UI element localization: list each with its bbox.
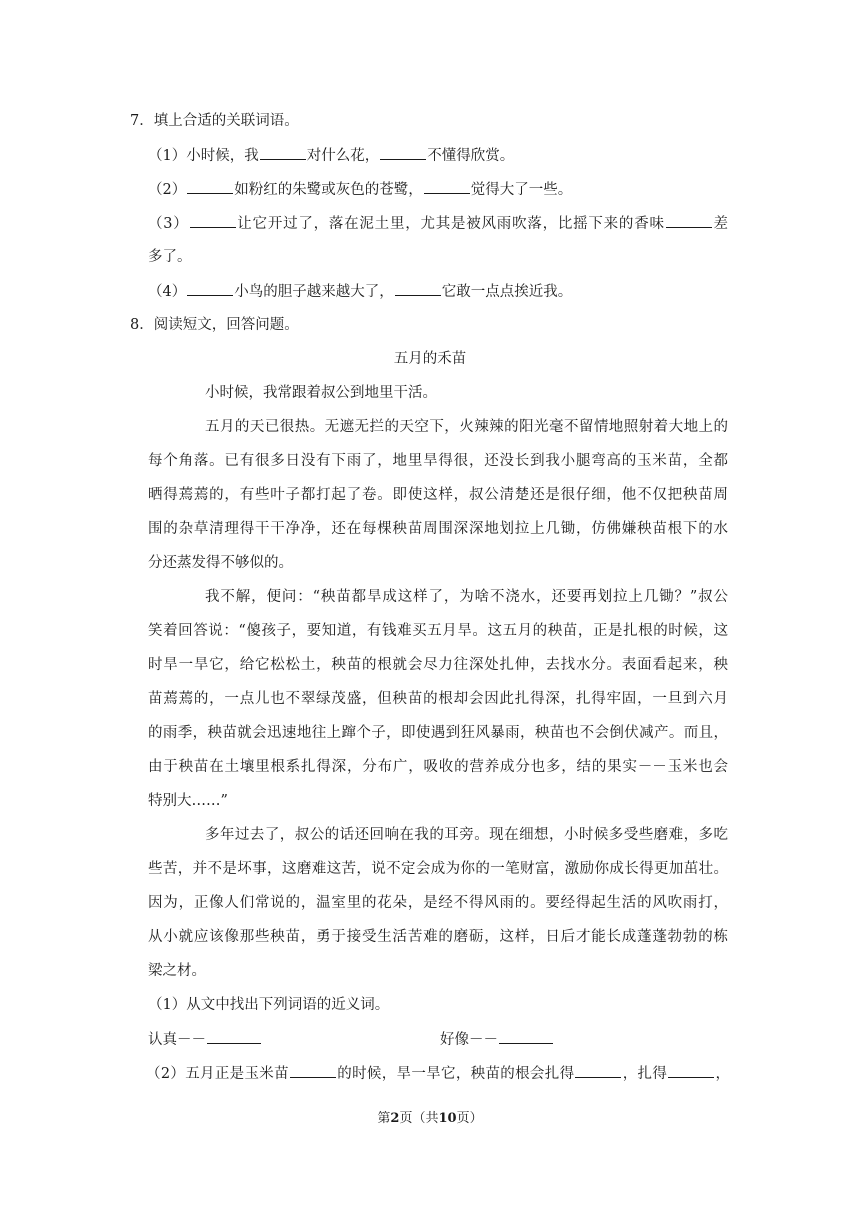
q7-item-1-num: （1）: [148, 148, 187, 164]
sub-question-2-text-d: ，: [715, 1066, 731, 1082]
fill-blank: [187, 281, 233, 296]
fill-blank: [187, 179, 233, 194]
footer-post: 页）: [456, 1111, 483, 1126]
essay-p3-line-1: 我不解，便问：“秧苗都旱成这样了，为啥不浇水，还要再划拉上几锄？”叔公: [205, 589, 728, 605]
q7-item-4-text-b: 小鸟的胆子越来越大了，: [234, 284, 394, 300]
footer-page-number: 2: [390, 1111, 400, 1126]
q7-item-2-num: （2）: [148, 182, 187, 198]
fill-blank: [260, 145, 306, 160]
essay-p2-line-1: 五月的天已很热。无遮无拦的天空下，火辣辣的阳光毫不留情地照射着大地上的: [205, 419, 728, 435]
fill-blank: [424, 179, 470, 194]
q7-item-4: [148, 281, 572, 302]
q7-item-2-text-c: 觉得大了一些。: [470, 182, 573, 198]
fill-blank: [395, 281, 441, 296]
question-8-title: 8．阅读短文，回答问题。: [130, 317, 299, 333]
sub-question-1: （1）从文中找出下列词语的近义词。: [148, 997, 390, 1013]
essay-p3-line-3: 时旱一旱它，给它松松土，秧苗的根就会尽力往深处扎伸，去找水分。表面看起来，秧: [148, 657, 728, 673]
question-7-title: 7．填上合适的关联词语。: [130, 113, 299, 129]
essay-p2-line-5: 分还蒸发得不够似的。: [148, 555, 293, 571]
sub-question-2-text-a: （2）五月正是玉米苗: [146, 1066, 289, 1082]
q7-item-3: [148, 213, 728, 234]
fill-blank: [290, 1063, 336, 1078]
essay-p2-line-3: 晒得蔫蔫的，有些叶子都打起了卷。即使这样，叔公清楚还是很仔细，他不仅把秧苗周: [148, 487, 728, 503]
essay-p3-line-2: 笑着回答说：“傻孩子，要知道，有钱难买五月旱。这五月的秧苗，正是扎根的时候，这: [148, 623, 728, 639]
essay-p2-line-4: 围的杂草清理得干干净净，还在每棵秧苗周围深深地划拉上几锄，仿佛嫌秧苗根下的水: [148, 521, 728, 537]
fill-blank: [666, 213, 712, 228]
q7-item-4-text-c: 它敢一点点挨近我。: [441, 284, 573, 300]
q7-item-4-num: （4）: [148, 284, 187, 300]
page-footer: [0, 1110, 860, 1128]
sub-question-2: [146, 1063, 730, 1084]
footer-total-pages: 10: [438, 1111, 457, 1126]
synonym-row-b: [440, 1029, 554, 1050]
q7-item-3-text-c: 差: [712, 216, 728, 232]
q7-item-2-text-b: 如粉红的朱鹭或灰色的苍鹭，: [234, 182, 423, 198]
essay-p4-line-4: 从小就应该像那些秧苗，勇于接受生活苦难的磨砺，这样，日后才能长成蓬蓬勃勃的栋: [148, 929, 728, 945]
essay-p4-line-2: 些苦，并不是坏事，这磨难这苦，说不定会成为你的一笔财富，激励你成长得更加茁壮。: [148, 861, 728, 877]
q7-item-3-text-b: 让它开过了，落在泥土里，尤其是被风雨吹落，比摇下来的香味: [236, 216, 665, 232]
footer-mid: 页（共: [399, 1111, 439, 1126]
essay-p4-line-1: 多年过去了，叔公的话还回响在我的耳旁。现在细想，小时候多受些磨难，多吃: [205, 827, 728, 843]
q7-item-1-text-a: 小时候，我: [186, 148, 259, 164]
essay-p3-line-6: 由于秧苗在土壤里根系扎得深，分布广，吸收的营养成分也多，结的果实－－玉米也会: [148, 759, 728, 775]
fill-blank: [499, 1029, 553, 1044]
q7-item-1-text-c: 不懂得欣赏。: [427, 148, 515, 164]
fill-blank: [380, 145, 426, 160]
sub-question-2-text-b: 的时候，旱一旱它，秧苗的根会扎得: [336, 1066, 575, 1082]
sub-question-2-text-c: ，扎得: [622, 1066, 668, 1082]
q7-item-2: [148, 179, 572, 200]
essay-p3-line-5: 的雨季，秧苗就会迅速地往上蹿个子，即使遇到狂风暴雨，秧苗也不会倒伏减产。而且，: [148, 725, 728, 741]
essay-p2-line-2: 每个角落。已有很多日没有下雨了，地里旱得很，还没长到我小腿弯高的玉米苗，全都: [148, 453, 728, 469]
fill-blank: [575, 1063, 621, 1078]
essay-paragraph-1: 小时候，我常跟着叔公到地里干活。: [205, 385, 437, 401]
fill-blank: [190, 213, 236, 228]
fill-blank: [668, 1063, 714, 1078]
essay-title: 五月的禾苗: [393, 351, 467, 367]
essay-p3-line-7: 特别大……”: [148, 793, 228, 809]
fill-blank: [207, 1029, 261, 1044]
essay-p4-line-5: 梁之材。: [148, 963, 206, 979]
q7-item-1: [148, 145, 514, 166]
essay-p3-line-4: 苗蔫蔫的，一点儿也不翠绿茂盛，但秧苗的根却会因此扎得深，扎得牢固，一旦到六月: [148, 691, 728, 707]
footer-pre: 第: [377, 1111, 391, 1126]
q7-item-3-num: （3）: [148, 216, 189, 232]
q7-item-3-continuation: 多了。: [148, 249, 192, 265]
q7-item-1-text-b: 对什么花，: [306, 148, 380, 164]
synonym-prompt-a: 认真－－: [148, 1032, 206, 1048]
synonym-row-a: [148, 1029, 262, 1050]
synonym-prompt-b: 好像－－: [440, 1032, 498, 1048]
essay-p4-line-3: 因为，正像人们常说的，温室里的花朵，是经不得风雨的。要经得起生活的风吹雨打，: [148, 895, 728, 911]
